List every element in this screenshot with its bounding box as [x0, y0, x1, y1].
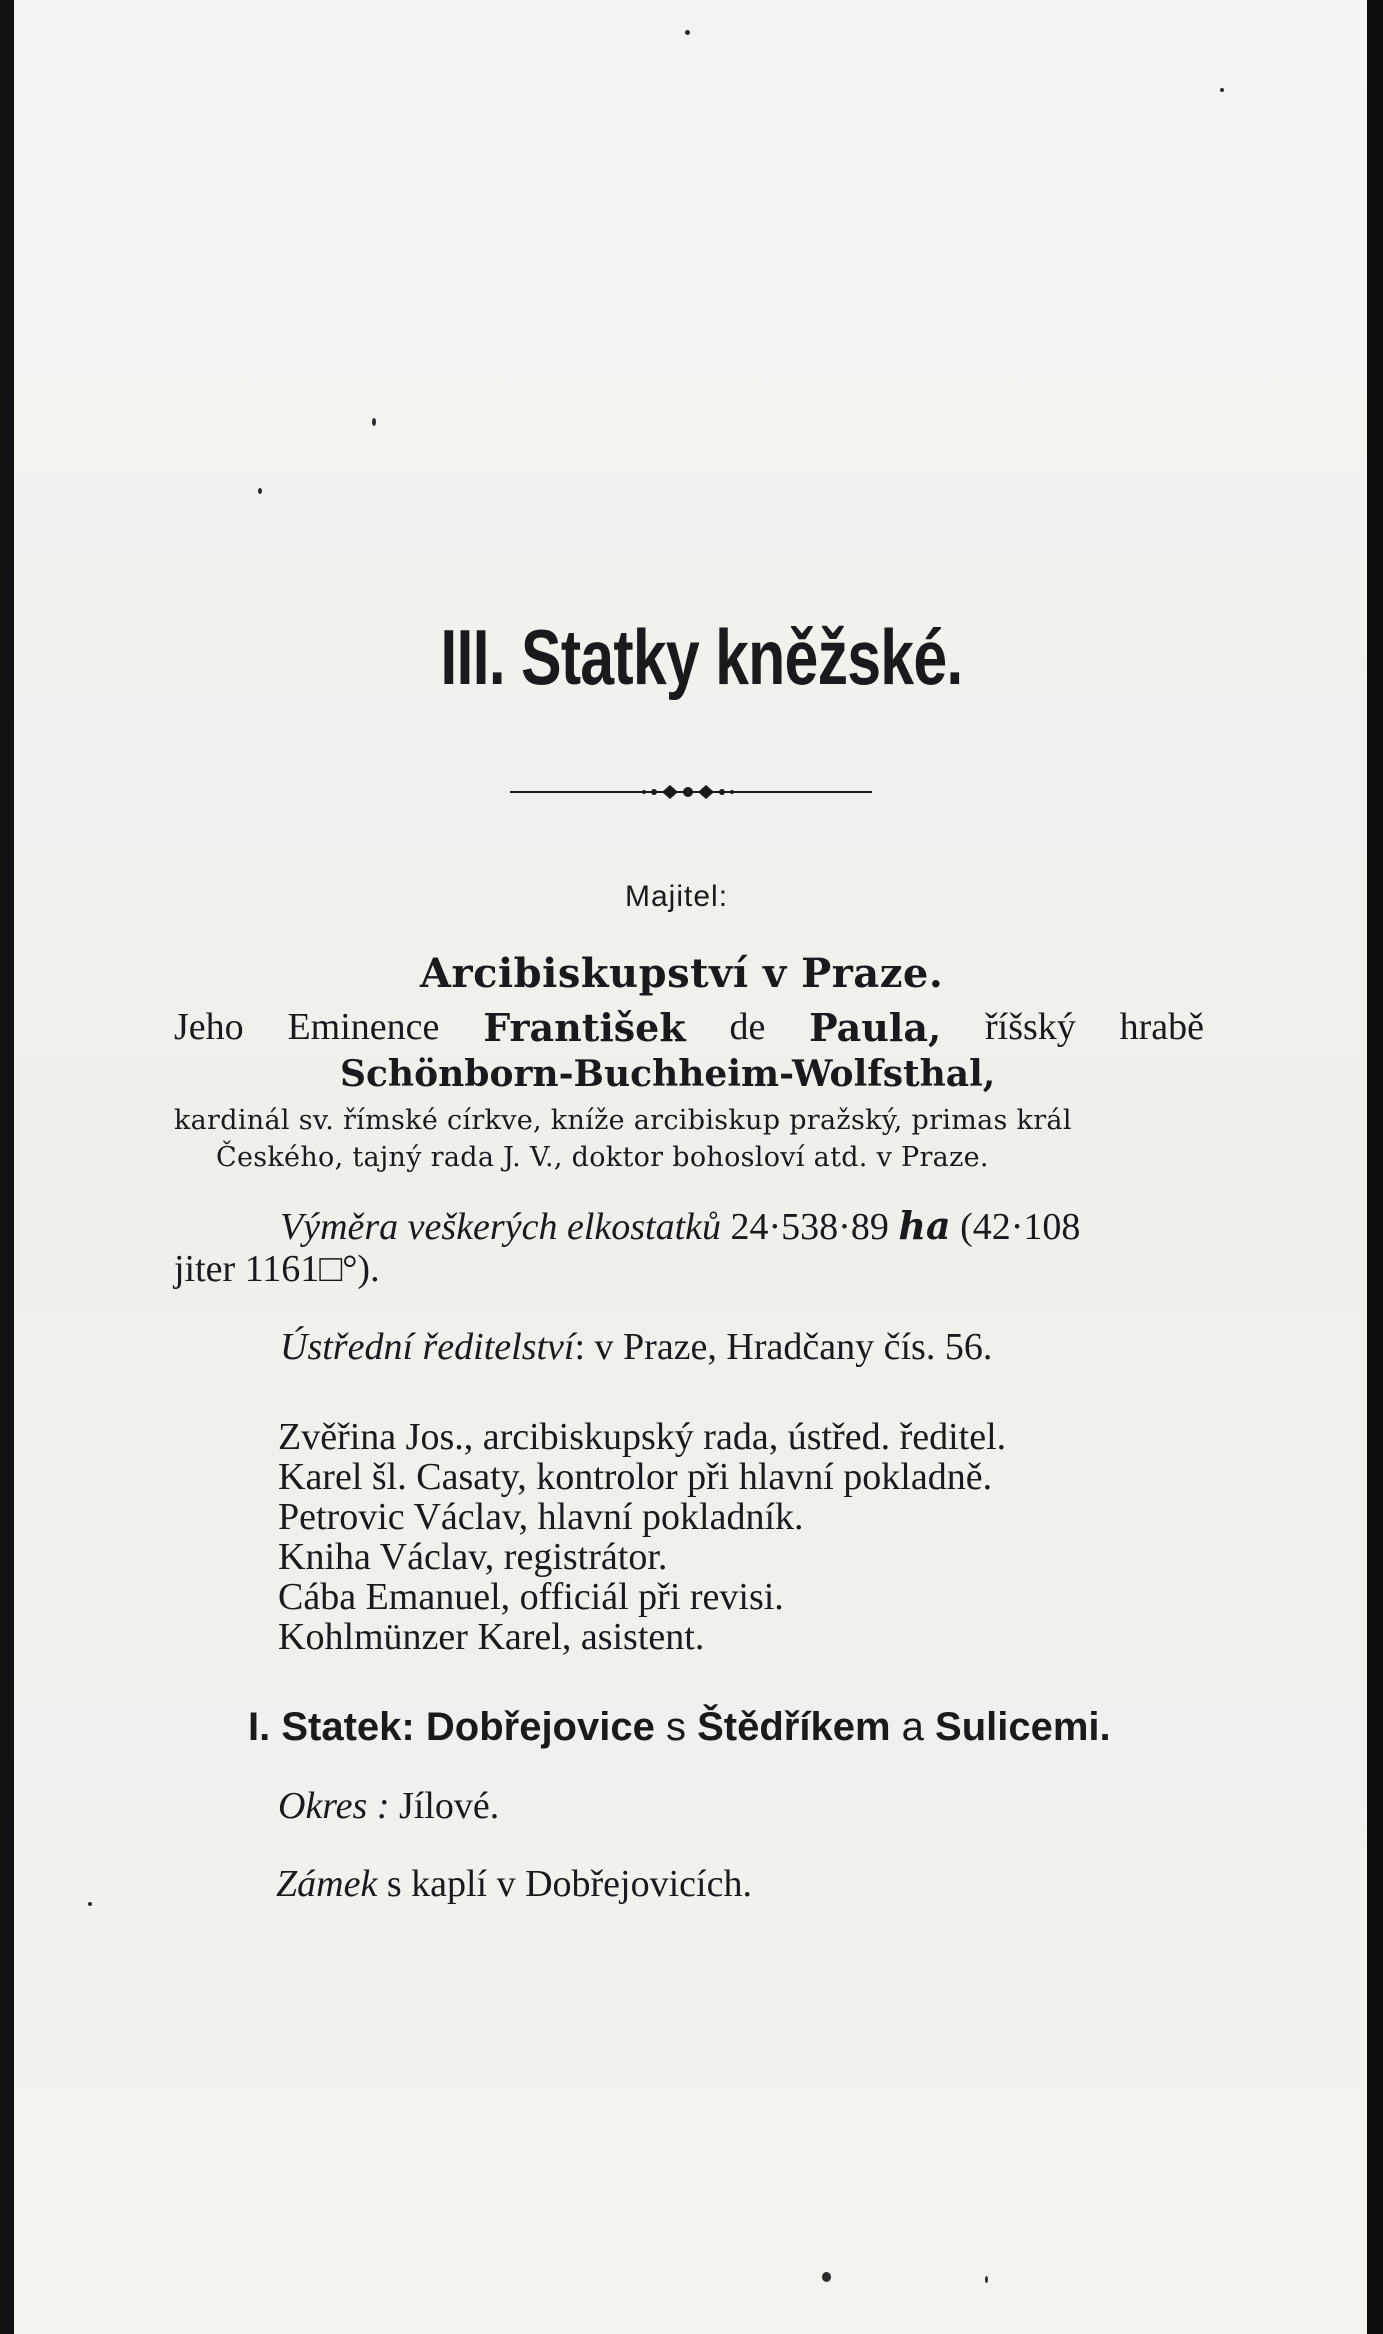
scan-speck [822, 2272, 831, 2282]
office-label: Ústřední ředitelství [280, 1326, 575, 1368]
scan-speck [685, 30, 690, 35]
staff-list [278, 1417, 1006, 1657]
office-value: : v Praze, Hradčany čís. 56. [574, 1326, 993, 1368]
ornament-divider-icon [510, 779, 872, 805]
estate-heading [248, 1705, 1111, 1750]
staff-item: Karel šl. Casaty, kontrolor při hlavní pokladně. [278, 1456, 993, 1498]
zamek-label: Zámek [276, 1863, 378, 1905]
page-edge-left [0, 0, 14, 2334]
staff-item: Cába Emanuel, officiál při revisi. [278, 1576, 784, 1618]
estate-conj: a [901, 1705, 924, 1749]
scan-speck [258, 488, 262, 494]
estate-name: Štědříkem [697, 1705, 891, 1749]
okres-line [278, 1784, 499, 1828]
scan-speck [372, 418, 376, 426]
staff-item: Zvěřina Jos., arcibiskupský rada, ústřed. ředitel. [278, 1416, 1007, 1458]
eminence-line [174, 1005, 1204, 1050]
eminence-name: Paula, [809, 1005, 942, 1050]
area-unit: ha [898, 1203, 951, 1248]
scan-speck [88, 1902, 92, 1906]
area-label: Výměra veškerých elkostatků [280, 1206, 722, 1248]
staff-item: Petrovic Václav, hlavní pokladník. [278, 1496, 804, 1538]
okres-label: Okres : [278, 1785, 390, 1827]
staff-item: Kohlmünzer Karel, asistent. [278, 1616, 705, 1658]
titles-line-1: kardinál sv. římské církve, kníže arcibiskup pražský, primas král [174, 1105, 1072, 1136]
eminence-word: de [729, 1006, 766, 1048]
estate-name: Sulicemi. [935, 1705, 1111, 1749]
scan-speck [1220, 88, 1224, 92]
eminence-word: hrabě [1119, 1006, 1204, 1048]
estate-label: Statek: [281, 1705, 415, 1749]
page-title: III. Statky kněžské. [440, 613, 963, 701]
eminence-word: Eminence [287, 1006, 440, 1048]
zamek-value: s kaplí v Dobřejovicích. [386, 1863, 752, 1905]
okres-value: Jílové. [399, 1785, 500, 1827]
eminence-word: říšský [985, 1006, 1076, 1048]
owner-name: Arcibiskupství v Praze. [420, 950, 944, 997]
area-line-2: jiter 1161□°). [174, 1248, 380, 1290]
family-name: Schönborn-Buchheim-Wolfsthal, [340, 1053, 996, 1095]
owner-label: Majitel: [625, 880, 729, 913]
eminence-name: František [483, 1005, 686, 1050]
page-edge-right [1367, 0, 1383, 2334]
zamek-line [276, 1862, 752, 1906]
titles-line-2: Českého, tajný rada J. V., doktor bohosloví atd. v Praze. [216, 1142, 989, 1173]
area-value: 24·538·89 [730, 1206, 889, 1248]
staff-item: Kniha Václav, registrátor. [278, 1536, 668, 1578]
area-extra: (42·108 [960, 1206, 1081, 1248]
estate-conj: s [665, 1705, 686, 1749]
scan-speck [985, 2276, 988, 2283]
office-line [280, 1325, 992, 1369]
area-line [280, 1203, 1080, 1249]
estate-number: I. [248, 1705, 271, 1749]
estate-name: Dobřejovice [425, 1705, 655, 1749]
eminence-word: Jeho [174, 1006, 244, 1048]
